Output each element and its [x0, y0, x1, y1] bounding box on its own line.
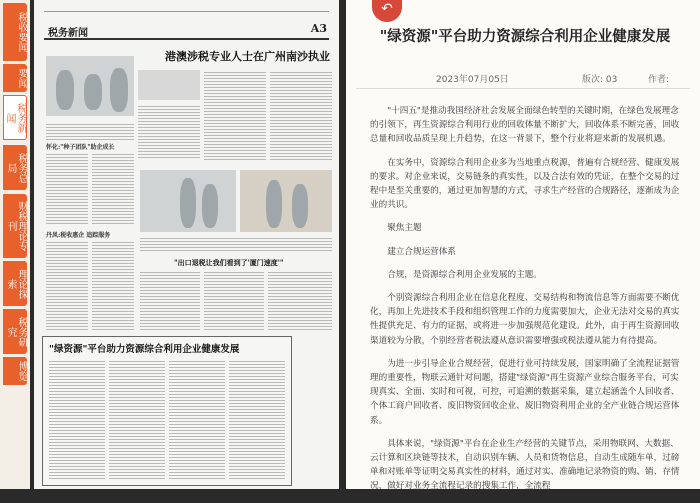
article-edition: 版次: 03	[582, 75, 618, 85]
masthead-line	[44, 4, 329, 12]
article-date: 2023年07月05日	[436, 75, 509, 85]
highlighted-article-title: "绿资源"平台助力资源综合利用企业健康发展	[49, 344, 240, 355]
tab-lilun-tansuo[interactable]: 理论探索	[3, 261, 27, 306]
text-block-9	[92, 240, 134, 332]
text-block-7	[140, 236, 332, 252]
news-photo-2	[138, 70, 200, 100]
text-block-16	[229, 359, 285, 479]
tab-caishui-lilun[interactable]: 财税理论专刊	[3, 194, 27, 258]
headline-second[interactable]: "出口退税让我们看到了'厦门速度'"	[174, 258, 284, 267]
article-paragraph: 个别资源综合利用企业在信息化程度、交易结构和物流信息等方面需要不断优化，再加上先进技术手段和组织管理工作的力度需要加大，企业无法对交易的真实性提供充足、有力的证据，或将进一步加强规范化建设。此外，由于再生资源回收渠道较为分散，个别经营者税法遵从意识需要增强或税法遵从能力有待提高。	[370, 293, 680, 346]
article-paragraph: 聚焦主题	[387, 223, 422, 234]
text-block-4	[46, 122, 134, 140]
article-paragraph: 为进一步引导企业合规经营，促进行业可持续发展，国家明确了全流程证据管理的重要性，物联云通针对问题，搭建"绿资源"再生资源产业综合服务平台，可实现真实、全面、实时和可视，可控，可追溯的数据采集，建立起涵盖个人回收者、个体工商户回收者、废旧物资回收企业、废旧物资利用企业的全产业链合规运营体系。	[370, 358, 680, 426]
tab-yaowen[interactable]: 要闻	[3, 64, 27, 92]
page-section-name: 税务新闻	[48, 28, 88, 39]
page-number: A3	[310, 22, 327, 35]
tab-bolan[interactable]: 博览	[3, 357, 27, 385]
tab-shuishou-yaowen[interactable]: 税收要闻	[3, 3, 27, 61]
news-photo-3	[140, 170, 236, 232]
text-block-1	[138, 104, 200, 160]
text-block-3	[270, 70, 332, 160]
tab-shuiwu-yanjiu[interactable]: 税务研究	[3, 309, 27, 354]
article-title: "绿资源"平台助力资源综合利用企业健康发展	[379, 28, 671, 45]
article-body	[370, 104, 682, 503]
page-header	[44, 22, 329, 40]
article-divider	[356, 88, 690, 89]
text-block-12	[268, 270, 332, 330]
tab-shuiwu-xinwen[interactable]: 税务新闻	[3, 95, 27, 140]
article-paragraph: 建立合规运营体系	[387, 246, 456, 257]
text-block-13	[49, 359, 105, 479]
subhead-left-1[interactable]: 怀化:"种子团队"助企成长	[46, 144, 115, 151]
headline-main[interactable]: 港澳涉税专业人士在广州南沙执业	[165, 50, 330, 63]
tab-shuiwu-zongju[interactable]: 税务总局	[3, 145, 27, 190]
article-paragraph: "十四五"是推动我国经济社会发展全面绿色转型的关键时期，在绿色发展理念的引领下，再生资源综合利用行业的回收体量不断扩大，回收体系不断完善，回收总量和回收品质呈现上升趋势，在这一背景下，整个行业将迎来新的发展机遇。	[370, 106, 680, 145]
article-paragraph: 在实务中，资源综合利用企业多为当地重点税源，普遍有合规经营、健康发展的要求。对企业来说，交易链条的真实性，以及合法有效的凭证，在整个交易的过程中是至关重要的，通过更加智慧的方式，寻求生产经营的合规路径，逐渐成为企业的共识。	[370, 157, 680, 211]
news-photo-1	[46, 56, 134, 116]
text-block-11	[204, 270, 264, 330]
text-block-6	[92, 152, 134, 224]
section-sidebar	[0, 0, 30, 489]
text-block-2	[204, 70, 266, 160]
highlighted-article-region[interactable]	[42, 336, 292, 486]
text-block-10	[140, 270, 200, 330]
subhead-left-2[interactable]: 丹凤:税收惠企 追踪服务	[46, 232, 111, 239]
text-block-8	[46, 240, 88, 332]
text-block-15	[169, 359, 225, 479]
text-block-5	[46, 152, 88, 224]
article-author: 作者:	[648, 75, 670, 85]
text-block-14	[109, 359, 165, 479]
article-paragraph: 合规，是资源综合利用企业发展的主题。	[387, 269, 542, 280]
back-arrow-icon[interactable]: ↶	[372, 0, 402, 22]
news-photo-4	[240, 170, 332, 232]
article-paragraph: 具体来说，"绿资源"平台在企业生产经营的关键节点，采用物联网、大数据、云计算和区块链等技术，自动识别车辆、人员和货物信息，自动生成随车单，过磅单和对账单等证明交易真实性的材料，通过对实、准确地记录物资的购、销、存情况，做好对业务全流程记录的搜集工作，全流程	[370, 438, 680, 492]
